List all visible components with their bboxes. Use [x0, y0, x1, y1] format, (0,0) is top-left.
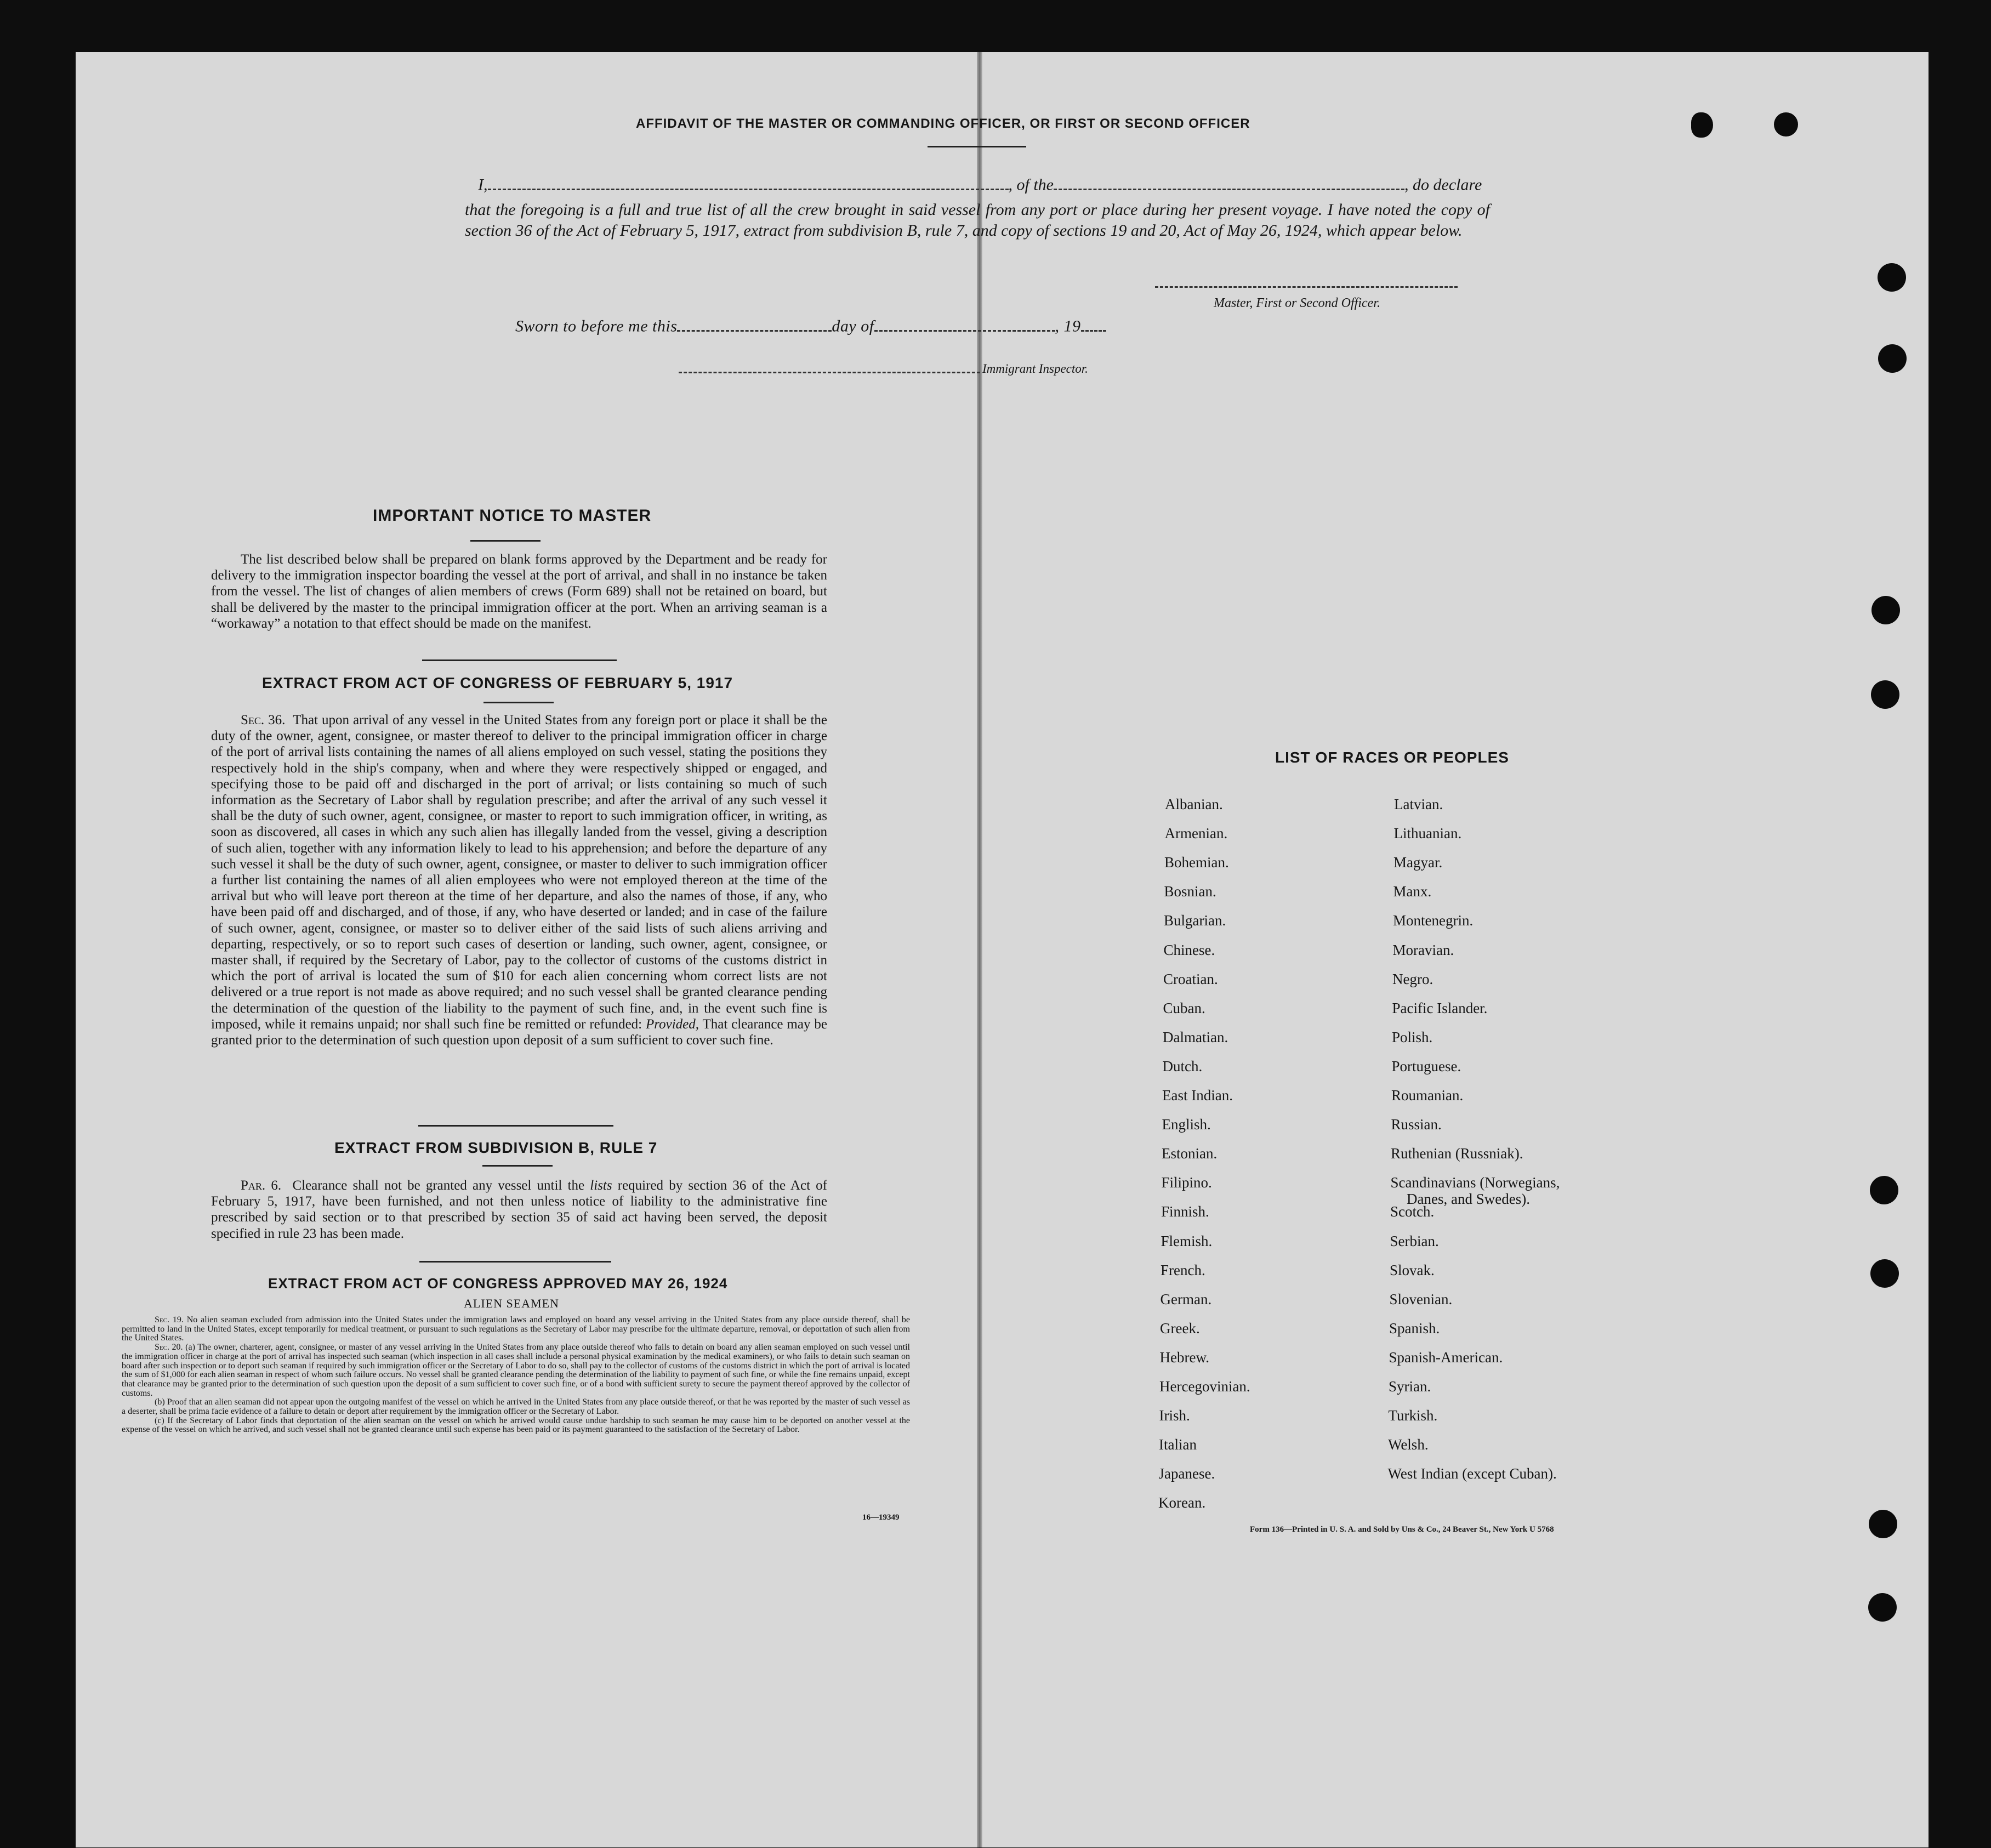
- punch-hole: [1870, 1176, 1898, 1204]
- punch-hole-torn: [1691, 112, 1713, 138]
- sec20c-paragraph: (c) If the Secretary of Labor finds that deportation of the alien seaman on the vessel on which he arrived would cause undue hardship to such seaman he may cause him to be deported on another vessel at the expense of the vessel on which he arrived, and such vessel shall not be granted clearance until such expense has been paid or its payment guaranteed to the satisfaction of the Secretary of Labor.: [122, 1415, 910, 1435]
- race-item: Turkish.: [1388, 1407, 1438, 1424]
- race-item: East Indian.: [1162, 1087, 1233, 1104]
- race-item: Polish.: [1392, 1028, 1433, 1045]
- section-rule: [418, 1125, 613, 1127]
- extract-1917-rule: [483, 702, 554, 703]
- affidavit-declaration-line: [478, 174, 1489, 195]
- race-item: Portuguese.: [1391, 1057, 1461, 1074]
- race-item: Lithuanian.: [1393, 825, 1462, 842]
- extract-1917-title: EXTRACT FROM ACT OF CONGRESS OF FEBRUARY 5, 1917: [262, 674, 733, 691]
- race-item: Dutch.: [1162, 1057, 1203, 1074]
- affidavit-title: AFFIDAVIT OF THE MASTER OR COMMANDING OFFICER, OR FIRST OR SECOND OFFICER: [636, 116, 1250, 131]
- race-item: Filipino.: [1161, 1174, 1212, 1191]
- race-item: German.: [1160, 1290, 1212, 1307]
- races-title: LIST OF RACES OR PEOPLES: [1275, 749, 1509, 766]
- race-item: Croatian.: [1163, 970, 1218, 987]
- race-item: Magyar.: [1393, 854, 1443, 871]
- sworn-day-of: day of: [832, 317, 874, 336]
- race-item: Russian.: [1391, 1116, 1442, 1133]
- race-item: Spanish-American.: [1389, 1349, 1503, 1366]
- rule7-title: EXTRACT FROM SUBDIVISION B, RULE 7: [334, 1139, 658, 1156]
- race-item: Danes, and Swedes).: [1407, 1191, 1530, 1208]
- vessel-name-field[interactable]: [1054, 174, 1404, 190]
- race-item: Hercegovinian.: [1159, 1378, 1250, 1395]
- race-item: Syrian.: [1389, 1378, 1431, 1395]
- punch-hole: [1878, 344, 1907, 373]
- race-item: Welsh.: [1388, 1436, 1429, 1453]
- extract-1924-title: EXTRACT FROM ACT OF CONGRESS APPROVED MAY 26, 1924: [268, 1275, 728, 1292]
- master-signature-line[interactable]: [1155, 286, 1458, 288]
- extract-1924-text: [122, 1316, 910, 1435]
- declarant-prefix: I,: [478, 175, 488, 194]
- race-item: Estonian.: [1162, 1145, 1218, 1162]
- race-item: Pacific Islander.: [1392, 999, 1488, 1016]
- punch-hole: [1871, 680, 1899, 709]
- sworn-month-field[interactable]: [874, 316, 1055, 332]
- print-footer: Form 136—Printed in U. S. A. and Sold by Uns & Co., 24 Beaver St., New York U 5768: [1250, 1525, 1554, 1534]
- race-item: Slovak.: [1390, 1261, 1435, 1278]
- race-item: Spanish.: [1389, 1320, 1440, 1337]
- race-item: Irish.: [1159, 1407, 1190, 1424]
- race-item: Bulgarian.: [1164, 912, 1226, 929]
- race-item: Negro.: [1392, 970, 1433, 987]
- race-item: Roumanian.: [1391, 1087, 1464, 1104]
- race-item: Japanese.: [1158, 1465, 1215, 1482]
- sworn-day-field[interactable]: [677, 316, 832, 332]
- race-item: Serbian.: [1390, 1232, 1439, 1249]
- sec20b-paragraph: (b) Proof that an alien seaman did not appear upon the outgoing manifest of the vessel on which he arrived in the United States from any place outside thereof, or that he was reported by the master of such vessel as a deserter, shall be prima facie evidence of a failure to detain or deport after requirement by the immigration officer or the Secretary of Labor.: [122, 1397, 910, 1417]
- race-item: Slovenian.: [1389, 1290, 1453, 1307]
- sec20a-paragraph: Sec. 20. (a) The owner, charterer, agent, consignee, or master of any vessel arriving in the United States from any place outside thereof who fails to detain on board any alien seaman employed on such vessel until the immigration officer in charge at the port of arrival has inspected such seaman (which inspection in all cases shall include a personal physical examination by the medical examiners), or who fails to detain such seaman on board after such inspection or to deport such seaman if required by such immigration officer or the Secretary of Labor to do so, shall pay to the collector of customs of the customs district in which the port of arrival is located the sum of $1,000 for each alien seaman in respect of whom such failure occurs. No vessel shall be granted clearance pending the determination of the liability to payment of such fine, or while the fine remains unpaid, except that clearance may be granted prior to the determination of such question upon the deposit of a sum sufficient to cover such fine, or of a bond with sufficient surety to secure the payment thereof approved by the collector of customs.: [122, 1343, 911, 1398]
- section-rule: [419, 1261, 611, 1263]
- sworn-prefix: Sworn to before me this: [515, 317, 678, 336]
- rule7-text: Par. 6. Clearance shall not be granted any vessel until the lists required by section 36 of the Act of February 5, 1917, have been furnished, and not then unless notice of liability to the administrative fine prescribed by said section or to that prescribed by section 35 of said act having been served, the deposit specified in rule 23 has been made.: [211, 1178, 828, 1241]
- section-rule: [422, 659, 617, 661]
- notice-text: The list described below shall be prepared on blank forms approved by the Department and be ready for delivery to the immigration inspector boarding the vessel at the port of arrival, and shall in no instance be taken from the vessel. The list of changes of alien members of crews (Form 689) shall not be retained on board, but shall be delivered by the master to the principal immigration officer at the port. When an arriving seaman is a “workaway” a notation to that effect should be made on the manifest.: [211, 552, 827, 631]
- race-item: Bohemian.: [1164, 854, 1229, 871]
- race-item: Scotch.: [1390, 1203, 1435, 1220]
- race-item: Korean.: [1158, 1494, 1206, 1511]
- race-item: Italian: [1159, 1436, 1197, 1453]
- declarant-suffix: , do declare: [1404, 175, 1482, 194]
- race-item: French.: [1161, 1261, 1205, 1278]
- declarant-name-field[interactable]: [488, 174, 1009, 190]
- notice-title: IMPORTANT NOTICE TO MASTER: [373, 507, 652, 525]
- form-code: 16—19349: [862, 1513, 900, 1522]
- race-item: Finnish.: [1161, 1203, 1209, 1220]
- race-item: Bosnian.: [1164, 883, 1216, 900]
- race-item: Scandinavians (Norwegians,: [1390, 1174, 1560, 1191]
- punch-hole: [1871, 596, 1900, 624]
- sec19-paragraph: Sec. 19. No alien seaman excluded from admission into the United States under the immigration laws and employed on board any vessel arriving in the United States from any place outside thereof, shall be permitted to land in the United States, except temporarily for medical treatment, or pursuant to such regulations as the Secretary of Labor may prescribe for the ultimate departure, removal, or deportation of such alien from the United States.: [122, 1315, 910, 1343]
- race-item: West Indian (except Cuban).: [1387, 1465, 1557, 1482]
- master-signature-label: Master, First or Second Officer.: [1214, 296, 1380, 310]
- rule7-rule: [482, 1165, 553, 1167]
- inspector-signature-line[interactable]: [679, 372, 980, 373]
- race-item: Manx.: [1393, 883, 1432, 900]
- sworn-line: [515, 316, 1106, 336]
- race-item: Armenian.: [1164, 825, 1228, 842]
- punch-hole: [1868, 1593, 1897, 1622]
- punch-hole: [1870, 1259, 1899, 1288]
- punch-hole: [1878, 263, 1906, 292]
- race-item: Albanian.: [1165, 796, 1223, 812]
- race-item: Cuban.: [1163, 999, 1205, 1016]
- punch-hole-torn: [1774, 112, 1798, 137]
- declarant-of-the: , of the: [1008, 175, 1054, 194]
- sworn-year: , 19: [1055, 317, 1081, 336]
- race-item: Hebrew.: [1159, 1349, 1209, 1366]
- race-item: Montenegrin.: [1393, 912, 1474, 929]
- title-rule: [928, 146, 1026, 147]
- race-item: English.: [1162, 1116, 1211, 1133]
- sworn-year-field[interactable]: [1081, 316, 1106, 332]
- affidavit-body: that the foregoing is a full and true list of all the crew brought in said vessel from any port or place during her present voyage. I have noted the copy of section 36 of the Act of February 5, 1917, extract from subdivision B, rule 7, and copy of sections 19 and 20, Act of May 26, 1924, which appear below.: [465, 201, 1490, 240]
- notice-rule: [470, 540, 541, 542]
- race-item: Moravian.: [1392, 941, 1454, 958]
- extract-1924-subtitle: ALIEN SEAMEN: [464, 1297, 559, 1310]
- punch-hole: [1869, 1510, 1897, 1538]
- race-item: Greek.: [1160, 1320, 1200, 1337]
- race-item: Chinese.: [1163, 941, 1215, 958]
- race-item: Latvian.: [1394, 796, 1443, 812]
- race-item: Ruthenian (Russniak).: [1391, 1145, 1523, 1162]
- extract-1917-text: Sec. 36. That upon arrival of any vessel in the United States from any foreign port or place it shall be the duty of the owner, agent, consignee, or master thereof to deliver to the principal immigration officer in charge of the port of arrival lists containing the names of all aliens employed on such vessel, stating the positions they respectively hold in the ship's company, when and where they were respectively shipped or engaged, and specifying those to be paid off and discharged in the port of arrival; or lists containing so much of such information as the Secretary of Labor shall by regulation prescribe; and after the arrival of any such vessel it shall be the duty of such owner, agent, consignee, or master to report to such immigration officer, in writing, as soon as discovered, all cases in which any such alien has illegally landed from the vessel, giving a description of such alien, together with any information likely to lead to his apprehension; and before the departure of any such vessel it shall be the duty of such owner, agent, consignee, or master to deliver to such immigration officer a further list containing the names of all alien employees who were not employed thereon at the time of the arrival but who will leave port thereon at the time of her departure, and also the names of those, if any, who have been paid off and discharged, and of those, if any, who have deserted or landed; and in case of the failure of such owner, agent, consignee, or master so to deliver either of the said lists of such aliens arriving and departing, respectively, or so to report such cases of desertion or landing, such owner, agent, consignee, or master shall, if required by the Secretary of Labor, pay to the collector of customs of the customs district in which the port of arrival is located the sum of $10 for each alien concerning whom correct lists are not delivered or a true report is not made as above required; and no such vessel shall be granted clearance pending the determination of the question of the liability to the payment of such fine, and, in the event such fine is imposed, while it remains unpaid; nor shall such fine be remitted or refunded: Provided, That clearance may be granted prior to the determination of such question upon deposit of a sum sufficient to cover such fine.: [211, 713, 828, 1048]
- race-item: Flemish.: [1161, 1232, 1213, 1249]
- race-item: Dalmatian.: [1163, 1028, 1228, 1045]
- inspector-label: Immigrant Inspector.: [982, 362, 1088, 376]
